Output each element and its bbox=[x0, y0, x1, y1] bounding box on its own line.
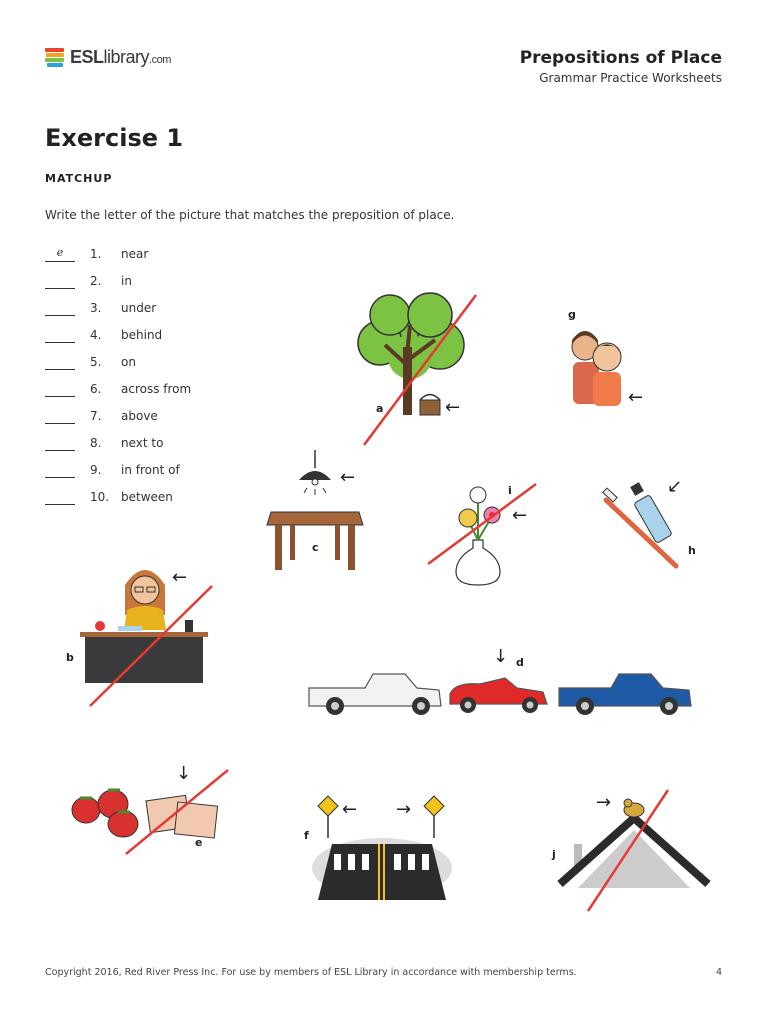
left-arrow-icon: ← bbox=[445, 397, 461, 418]
picture-label-e: e bbox=[195, 836, 203, 849]
instruction-text: Write the letter of the picture that matches the preposition of place. bbox=[45, 208, 455, 222]
worksheet-title: Prepositions of Place bbox=[519, 48, 722, 68]
item-word: across from bbox=[121, 382, 192, 396]
picture-e-strawberries bbox=[68, 768, 230, 856]
list-item bbox=[45, 327, 265, 345]
list-item bbox=[45, 246, 265, 264]
logo-com-text: .com bbox=[149, 53, 171, 66]
picture-label-i: i bbox=[508, 484, 512, 497]
copyright-text: Copyright 2016, Red River Press Inc. For use by members of ESL Library in accordance with membership terms. bbox=[45, 967, 577, 978]
answer-blank[interactable] bbox=[45, 435, 75, 451]
item-word: on bbox=[121, 355, 136, 369]
logo-lib-text: library bbox=[103, 46, 150, 67]
road-sign-icon bbox=[318, 796, 444, 838]
exercise-title: Exercise 1 bbox=[45, 124, 184, 152]
left-arrow-icon: ← bbox=[628, 387, 644, 408]
strawberry-icon bbox=[72, 790, 138, 837]
item-number: 10. bbox=[90, 490, 110, 504]
book-stack-icon bbox=[44, 44, 66, 70]
picture-label-f: f bbox=[304, 829, 309, 842]
item-word: near bbox=[121, 247, 149, 261]
logo-main-text: ESL bbox=[70, 46, 104, 67]
white-truck-icon bbox=[309, 674, 441, 715]
answer-blank[interactable] bbox=[45, 354, 75, 370]
flower-vase-icon bbox=[456, 487, 500, 585]
page-number: 4 bbox=[715, 967, 722, 978]
item-number: 8. bbox=[90, 436, 102, 450]
picture-a-tree bbox=[350, 285, 480, 450]
answer-blank[interactable] bbox=[45, 489, 75, 505]
left-arrow-icon: ← bbox=[172, 567, 188, 588]
answer-blank[interactable] bbox=[45, 327, 75, 343]
item-word: under bbox=[121, 301, 157, 315]
item-word: between bbox=[121, 490, 173, 504]
answer-blank[interactable]: e bbox=[45, 246, 75, 262]
list-item bbox=[45, 273, 265, 291]
brand-logo bbox=[44, 44, 171, 70]
answer-blank[interactable] bbox=[45, 300, 75, 316]
item-number: 7. bbox=[90, 409, 102, 423]
picture-label-h: h bbox=[688, 544, 696, 557]
blue-truck-icon bbox=[559, 674, 691, 715]
item-word: in bbox=[121, 274, 132, 288]
item-word: next to bbox=[121, 436, 164, 450]
list-item bbox=[45, 408, 265, 426]
right-arrow-icon: → bbox=[596, 792, 612, 813]
list-item bbox=[45, 462, 265, 480]
list-item bbox=[45, 300, 265, 318]
down-arrow-icon: ↓ bbox=[176, 763, 192, 784]
picture-i-flowers-vase bbox=[428, 480, 538, 588]
crosswalk-icon bbox=[312, 838, 452, 900]
list-item bbox=[45, 354, 265, 372]
down-arrow-icon: ↓ bbox=[493, 646, 509, 667]
item-number: 5. bbox=[90, 355, 102, 369]
item-number: 3. bbox=[90, 301, 102, 315]
answer-blank[interactable] bbox=[45, 462, 75, 478]
item-number: 9. bbox=[90, 463, 102, 477]
lamp-icon bbox=[299, 450, 331, 495]
red-car-icon bbox=[450, 678, 547, 713]
item-number: 4. bbox=[90, 328, 102, 342]
picture-j-bird-roof bbox=[558, 788, 710, 913]
picture-d-cars bbox=[305, 668, 695, 718]
picture-label-c: c bbox=[312, 541, 319, 554]
picture-label-d: d bbox=[516, 656, 524, 669]
item-number: 6. bbox=[90, 382, 102, 396]
section-heading: MATCHUP bbox=[45, 172, 113, 185]
picture-b-teacher-desk bbox=[80, 560, 215, 708]
answer-blank[interactable] bbox=[45, 273, 75, 289]
picture-g-people bbox=[565, 322, 630, 407]
list-item bbox=[45, 489, 265, 507]
basket-icon bbox=[420, 395, 440, 416]
picture-label-a: a bbox=[376, 402, 384, 415]
item-word: in front of bbox=[121, 463, 180, 477]
cracker-icon bbox=[146, 795, 218, 838]
left-arrow-icon: ← bbox=[340, 467, 356, 488]
worksheet-subtitle: Grammar Practice Worksheets bbox=[539, 71, 722, 85]
item-number: 2. bbox=[90, 274, 102, 288]
item-word: behind bbox=[121, 328, 163, 342]
bird-icon bbox=[624, 799, 644, 817]
picture-label-b: b bbox=[66, 651, 74, 664]
right-arrow-icon: → bbox=[396, 799, 412, 820]
teacher-icon bbox=[124, 570, 166, 630]
answer-blank[interactable] bbox=[45, 381, 75, 397]
house-roof-icon bbox=[560, 818, 708, 888]
diagonal-arrow-icon: ↙ bbox=[667, 476, 683, 497]
item-number: 1. bbox=[90, 247, 102, 261]
picture-label-g: g bbox=[568, 308, 576, 321]
list-item bbox=[45, 381, 265, 399]
left-arrow-icon: ← bbox=[512, 505, 528, 526]
answer-blank[interactable] bbox=[45, 408, 75, 424]
toothpaste-icon bbox=[630, 482, 672, 543]
people-icon bbox=[572, 331, 622, 406]
picture-f-crosswalk bbox=[312, 796, 462, 904]
list-item bbox=[45, 435, 265, 453]
item-word: above bbox=[121, 409, 158, 423]
picture-label-j: j bbox=[552, 848, 556, 861]
left-arrow-icon: ← bbox=[342, 799, 358, 820]
